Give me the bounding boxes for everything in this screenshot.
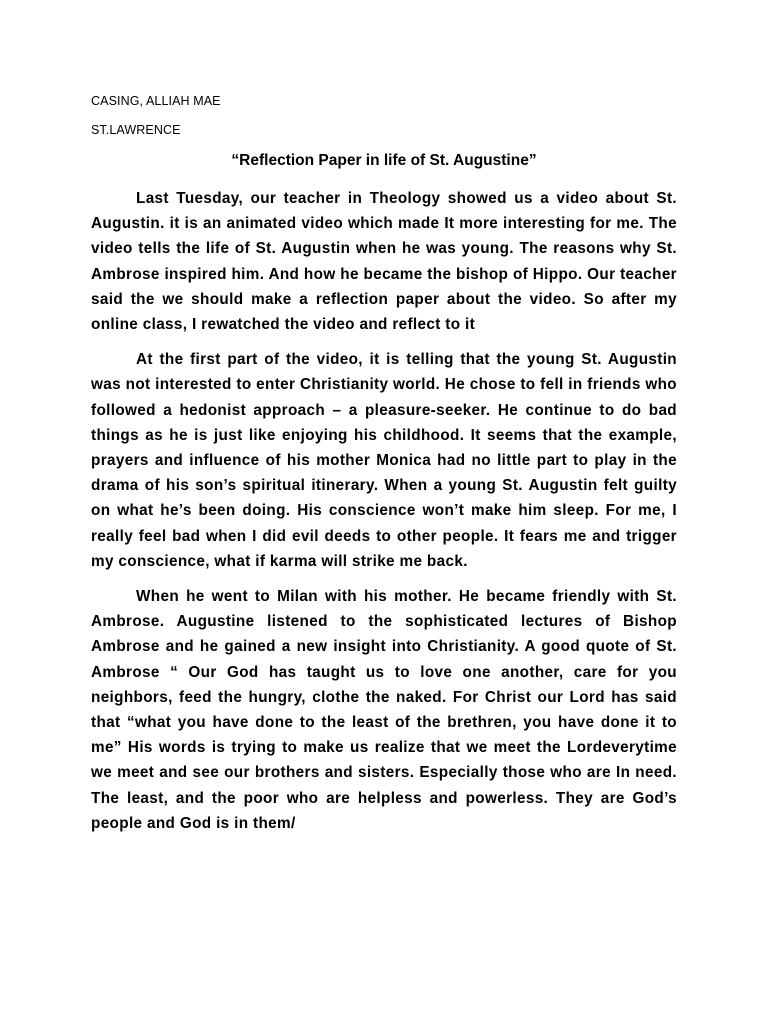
paragraph-2: At the first part of the video, it is telling that the young St. Augustin was not interested to enter Christianity world. He chose to fell in friends who followed a hedonist approach – a pleasure-seeker. He continue to do bad things as he is just like enjoying his childhood. It seems that the example, prayers and influence of his mother Monica had no little part to play in the drama of his son’s spiritual itinerary. When a young St. Augustin felt guilty on what he’s been doing. His conscience won’t make him sleep. For me, I really feel bad when I did evil deeds to other people. It fears me and trigger my conscience, what if karma will strike me back. bbox=[91, 351, 677, 570]
author-name: CASING, ALLIAH MAE bbox=[91, 94, 221, 108]
paragraph-3: When he went to Milan with his mother. He became friendly with St. Ambrose. Augustine listened to the sophisticated lectures of Bishop Ambrose and he gained a new insight into Christianity. A good quote of St. Ambrose “ Our God has taught us to love one another, care for you neighbors, feed the hungry, clothe the naked. For Christ our Lord has said that “what you have done to the least of the brethren, you have done it to me” His words is trying to make us realize that we meet the Lordeverytime we meet and see our brothers and sisters. Especially those who are In need. The least, and the poor who are helpless and powerless. They are God’s people and God is in them/ bbox=[91, 588, 677, 832]
paper-title: “Reflection Paper in life of St. Augustine” bbox=[231, 152, 537, 169]
paragraph-1: Last Tuesday, our teacher in Theology showed us a video about St. Augustin. it is an animated video which made It more interesting for me. The video tells the life of St. Augustin when he was young. The reasons why St. Ambrose inspired him. And how he became the bishop of Hippo. Our teacher said the we should make a reflection paper about the video. So after my online class, I rewatched the video and reflect to it bbox=[91, 190, 677, 334]
section-name: ST.LAWRENCE bbox=[91, 123, 181, 137]
paper-body bbox=[91, 186, 677, 836]
